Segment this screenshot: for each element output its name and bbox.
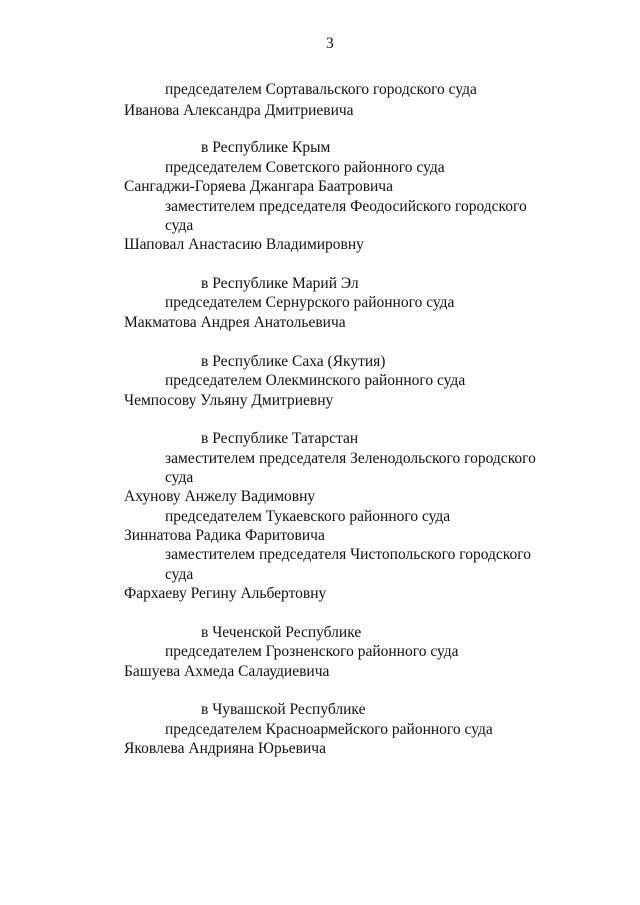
position-line-continuation: суда	[165, 566, 194, 583]
person-name: Макматова Андрея Анатольевича	[124, 314, 346, 331]
person-name: Башуева Ахмеда Салаудиевича	[124, 663, 330, 680]
region-heading: в Чеченской Республике	[201, 624, 362, 641]
person-name: Фархаеву Регину Альбертовну	[124, 585, 327, 602]
region-heading: в Республике Марий Эл	[201, 275, 359, 292]
position-line-continuation: суда	[165, 469, 194, 486]
region-heading: в Республике Татарстан	[201, 430, 359, 447]
person-name: Сангаджи-Горяева Джангара Баатровича	[124, 178, 393, 195]
person-name: Иванова Александра Дмитриевича	[124, 102, 354, 119]
position-line: председателем Сернурского районного суда	[165, 294, 455, 311]
region-heading: в Чувашской Республике	[201, 701, 366, 718]
person-name: Зиннатова Радика Фаритовича	[124, 527, 325, 544]
position-line-continuation: суда	[165, 217, 194, 234]
position-line: председателем Грозненского районного суда	[165, 643, 459, 660]
position-line: заместителем председателя Зеленодольского городского	[165, 450, 536, 467]
person-name: Яковлева Андрияна Юрьевича	[124, 740, 326, 757]
position-line: заместителем председателя Феодосийского городского	[165, 198, 527, 215]
person-name: Ахунову Анжелу Вадимовну	[124, 488, 316, 505]
person-name: Чемпосову Ульяну Дмитриевну	[124, 392, 334, 409]
position-line: заместителем председателя Чистопольского городского	[165, 546, 532, 563]
page-number: 3	[326, 35, 334, 52]
region-heading: в Республике Саха (Якутия)	[201, 353, 386, 370]
region-heading: в Республике Крым	[201, 139, 331, 156]
person-name: Шаповал Анастасию Владимировну	[124, 236, 364, 253]
position-line: председателем Сортавальского городского суда	[165, 81, 477, 98]
position-line: председателем Советского районного суда	[165, 159, 445, 176]
position-line: председателем Тукаевского районного суда	[165, 508, 451, 525]
position-line: председателем Олекминского районного суда	[165, 372, 466, 389]
position-line: председателем Красноармейского районного суда	[165, 721, 493, 738]
